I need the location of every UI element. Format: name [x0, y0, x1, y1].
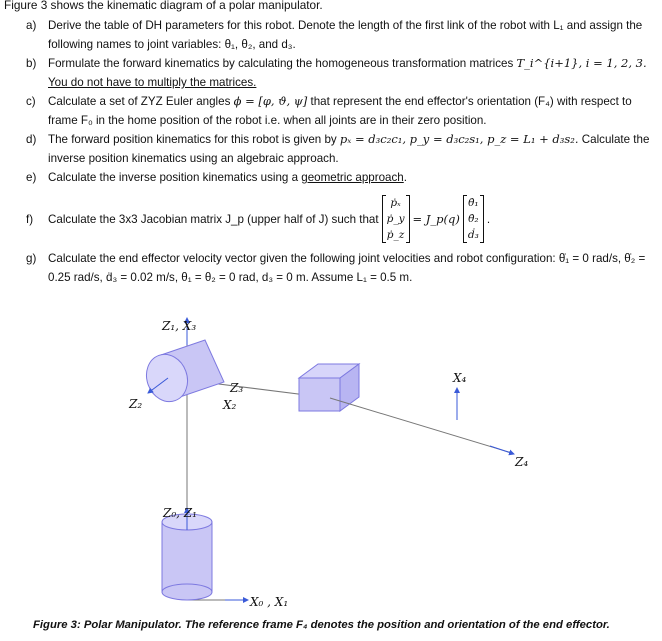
- axis-label-z0-z1: Z₀, Z₁: [163, 506, 197, 520]
- question-label: f): [26, 213, 34, 226]
- math-expression: pₓ = d₃c₂c₁, p_y = d₃c₂s₁, p_z = L₁ + d₃s₂.: [339, 132, 579, 146]
- question-text-cont: .: [486, 212, 491, 226]
- question-text-cont: that represent the end effector's orientation (F₄) with respect to frame F₀ in the home position of the robot i.e. when all joints are in their zero position.: [48, 95, 632, 127]
- axis-label-z2: Z₂: [129, 397, 143, 411]
- matrix-entry: ṗ_y: [386, 213, 405, 225]
- question-label: b): [26, 57, 37, 70]
- matrix-entry: ṗ_z: [386, 229, 405, 241]
- figure-caption: Figure 3: Polar Manipulator. The reference frame F₄ denotes the position and orientation of the end effector.: [33, 619, 610, 631]
- axis-label-x2: X₂: [223, 398, 237, 412]
- axis-label-z3: Z₃: [230, 381, 244, 395]
- question-text: Calculate a set of ZYZ Euler angles: [48, 95, 234, 108]
- question-label: g): [26, 252, 37, 265]
- axis-label-x4: X₄: [453, 371, 467, 385]
- z4-axis-arrow: [490, 446, 514, 454]
- question-text: Derive the table of DH parameters for this robot. Denote the length of the first link of the robot with L₁ and assign the following names to joint variables: θ₁, θ₂, and d₃.: [48, 19, 643, 51]
- math-expression: ϕ = [φ, ϑ, ψ]: [233, 94, 308, 108]
- question-text-cont: Calculate the inverse position kinematics using an algebraic approach.: [48, 133, 650, 165]
- axis-label-z1-x3: Z₁, X₃: [162, 319, 197, 333]
- question-underlined-text: geometric approach: [301, 171, 404, 184]
- matrix-entry: ḋ₃: [467, 229, 479, 241]
- question-label: e): [26, 171, 37, 184]
- matrix-entry: ṗₓ: [390, 197, 401, 209]
- question-text-cont: .: [403, 171, 407, 184]
- question-label: c): [26, 95, 36, 108]
- question-text: Calculate the end effector velocity vector given the following joint velocities and robot configuration: θ̇₁ = 0 rad/s, θ̇₂ = 0.25 rad/s, ḋ₃ = 0.02 m/s, θ₁ = θ₂ = 0 rad, d₃ = 0 m. Assume L₁ = 0.5 m.: [48, 252, 646, 284]
- question-label: a): [26, 19, 37, 32]
- intro-text: Figure 3 shows the kinematic diagram of a polar manipulator.: [4, 0, 323, 12]
- question-underlined-text: You do not have to multiply the matrices.: [48, 76, 257, 89]
- matrix-entry: θ̇₂: [468, 213, 479, 225]
- z4-axis-line: [330, 398, 512, 453]
- question-label: d): [26, 133, 37, 146]
- math-expression: T_i^{i+1}, i = 1, 2, 3.: [516, 56, 647, 70]
- question-text: Calculate the inverse position kinematics using a: [48, 171, 302, 184]
- jacobian-expression: = J_p(q): [412, 211, 460, 226]
- axis-label-z4: Z₄: [515, 455, 529, 469]
- matrix-entry: θ̇₁: [468, 197, 479, 209]
- question-text: The forward position kinematics for this robot is given by: [48, 133, 340, 146]
- question-text: Calculate the 3x3 Jacobian matrix J_p (upper half of J) such that: [48, 212, 379, 226]
- revolute-joint-2: [140, 340, 224, 407]
- question-text: Formulate the forward kinematics by calculating the homogeneous transformation matrices: [48, 57, 517, 70]
- axis-label-x0-x1: X₀ , X₁: [250, 595, 289, 609]
